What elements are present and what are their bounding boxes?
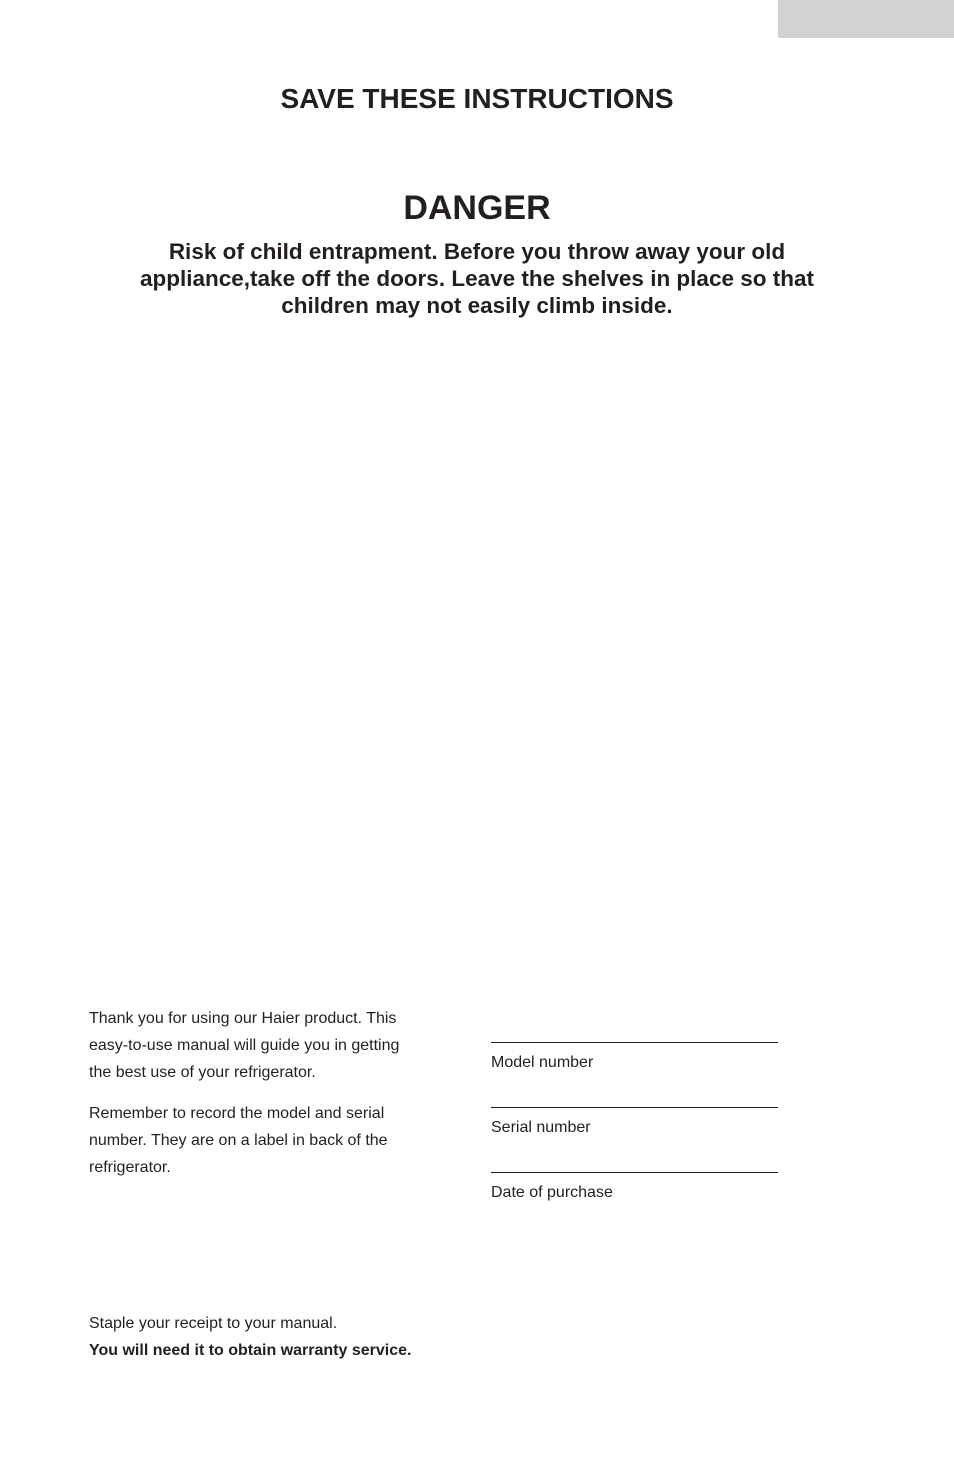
danger-warning-line: Risk of child entrapment. Before you throw away your old bbox=[168, 239, 786, 264]
intro-line: number. They are on a label in back of the bbox=[89, 1132, 388, 1149]
model-number-label: Model number bbox=[491, 1054, 594, 1071]
model-number-line[interactable] bbox=[491, 1042, 778, 1043]
record-reminder-paragraph bbox=[89, 1100, 439, 1181]
danger-warning-line: children may not easily climb inside. bbox=[281, 293, 673, 318]
intro-line: Thank you for using our Haier product. This bbox=[89, 1010, 397, 1027]
page-corner-tab bbox=[778, 0, 954, 38]
date-of-purchase-field[interactable] bbox=[491, 1172, 778, 1204]
model-number-field[interactable] bbox=[491, 1042, 778, 1074]
intro-line: easy-to-use manual will guide you in getting bbox=[89, 1037, 400, 1054]
thank-you-paragraph bbox=[89, 1005, 439, 1086]
date-of-purchase-line[interactable] bbox=[491, 1172, 778, 1173]
intro-line: refrigerator. bbox=[89, 1159, 171, 1176]
date-of-purchase-label: Date of purchase bbox=[491, 1184, 613, 1201]
danger-warning-line: appliance,take off the doors. Leave the shelves in place so that bbox=[140, 266, 814, 291]
danger-title: DANGER bbox=[403, 189, 551, 227]
receipt-section bbox=[89, 1310, 509, 1364]
save-instructions-heading: SAVE THESE INSTRUCTIONS bbox=[280, 83, 674, 114]
serial-number-label: Serial number bbox=[491, 1119, 591, 1136]
intro-line: Remember to record the model and serial bbox=[89, 1105, 385, 1122]
warranty-warning: You will need it to obtain warranty service. bbox=[89, 1342, 412, 1359]
danger-warning-text bbox=[100, 238, 854, 319]
receipt-note: Staple your receipt to your manual. bbox=[89, 1315, 338, 1332]
intro-section bbox=[89, 1005, 439, 1195]
serial-number-field[interactable] bbox=[491, 1107, 778, 1139]
serial-number-line[interactable] bbox=[491, 1107, 778, 1108]
intro-line: the best use of your refrigerator. bbox=[89, 1064, 316, 1081]
